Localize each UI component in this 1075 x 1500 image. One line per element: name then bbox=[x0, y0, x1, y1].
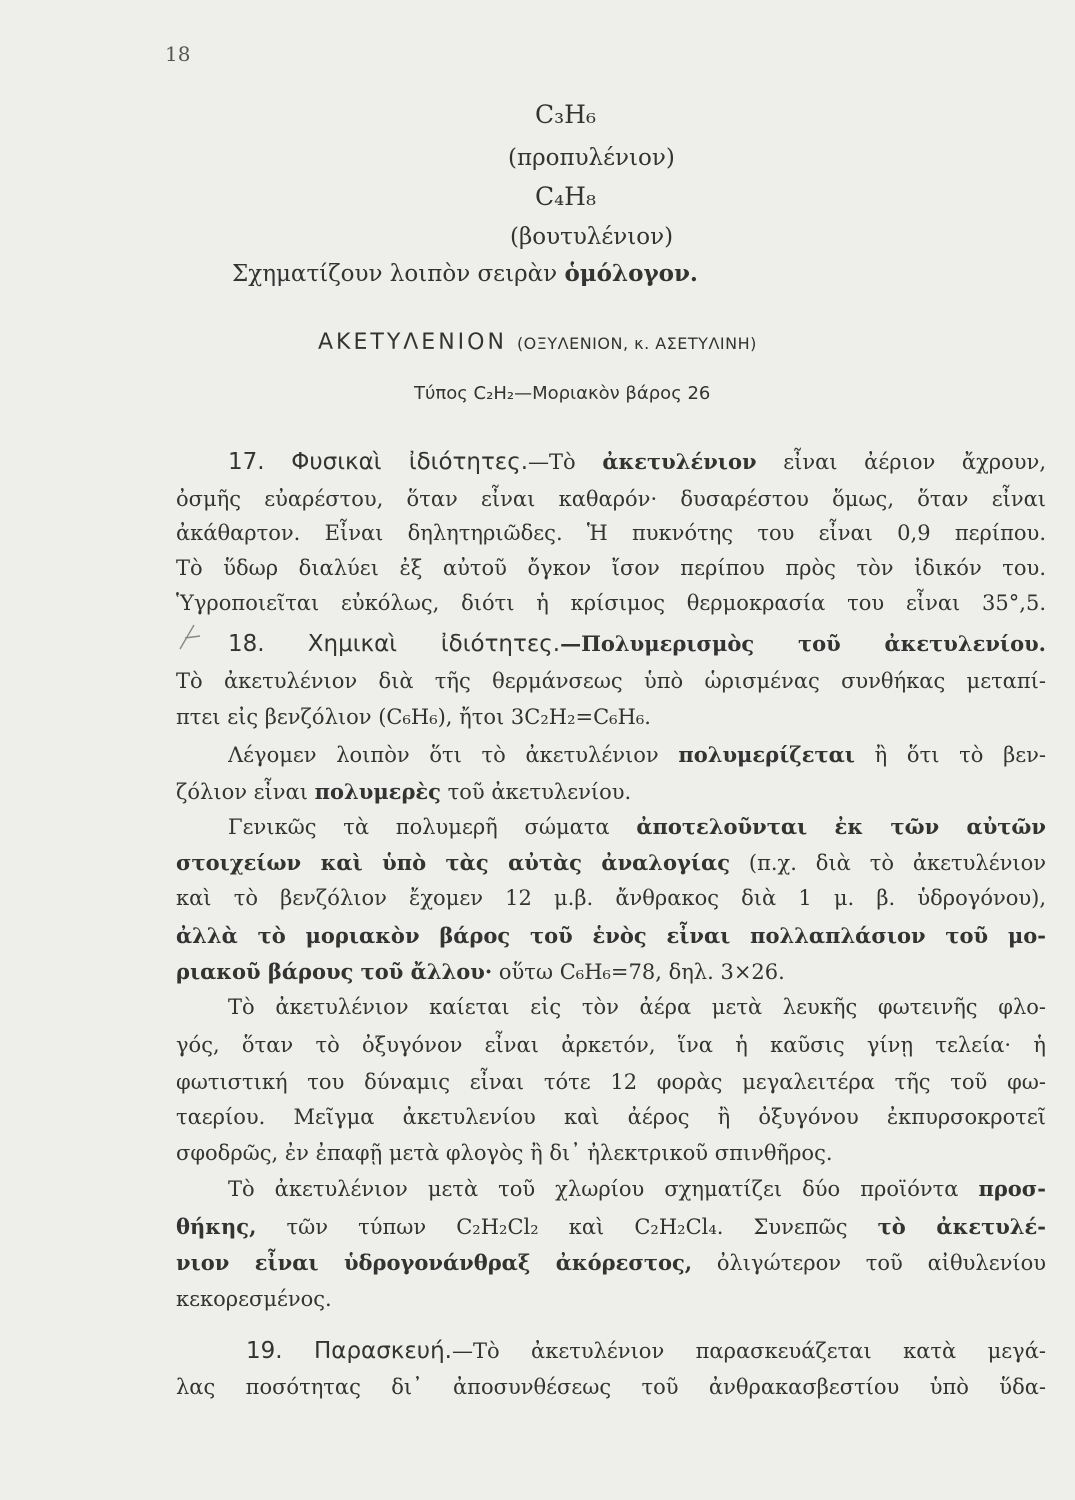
p17-bold: ἀκετυλένιον bbox=[602, 449, 757, 474]
p18-line-19: κεκορεσμένος. bbox=[176, 1287, 332, 1311]
p18-text: Τὸ ἀκετυλένιον μετὰ τοῦ χλωρίου σχηματίζει δύο προϊόντα bbox=[228, 1177, 959, 1201]
p19-line-2: λας ποσότητας δι᾽ ἀποσυνθέσεως τοῦ ἀνθρακασβεστίου ὑπὸ ὕδα- bbox=[176, 1375, 1046, 1399]
p18-subtitle: —Πολυμερισμὸς τοῦ ἀκετυλενίου. bbox=[560, 631, 1046, 656]
butylene-formula: C₄H₈ bbox=[535, 182, 596, 211]
p18-bold: πολυμερίζεται bbox=[678, 742, 855, 767]
p18-text: οὕτω C₆H₆=78, δηλ. 3×26. bbox=[498, 960, 785, 984]
p19-text: —Τὸ ἀκετυλένιον παρασκευάζεται κατὰ μεγά- bbox=[451, 1339, 1046, 1363]
p17-line-4: Τὸ ὕδωρ διαλύει ἐξ αὐτοῦ ὄγκον ἴσον περίπου πρὸς τὸν ἰδικόν του. bbox=[176, 556, 1046, 580]
p18-line-7 bbox=[176, 846, 1046, 880]
p18-bold: τὸ ἀκετυλέ- bbox=[877, 1214, 1046, 1239]
series-bold-term: ὁμόλογον. bbox=[564, 260, 698, 287]
p18-bold: στοιχείων καὶ ὑπὸ τὰς αὐτὰς ἀναλογίας bbox=[176, 850, 731, 875]
p18-line-13: φωτιστική του δύναμις εἶναι τότε 12 φορὰς μεγαλειτέρα τῆς τοῦ φω- bbox=[176, 1070, 1046, 1094]
page-number: 18 bbox=[165, 42, 191, 66]
p18-bold: προσ- bbox=[978, 1176, 1046, 1201]
p18-line-12: γός, ὅταν τὸ ὀξυγόνον εἶναι ἀρκετόν, ἵνα ἡ καῦσις γίνῃ τελεία· ἡ bbox=[176, 1033, 1046, 1057]
p17-text: εἶναι ἀέριον ἄχρουν, bbox=[783, 450, 1046, 474]
homologous-series-sentence bbox=[232, 260, 698, 287]
margin-pencil-mark bbox=[176, 622, 206, 652]
p17-line-2: ὀσμῆς εὐαρέστου, ὅταν εἶναι καθαρόν· δυσαρέστου ὅμως, ὅταν εἶναι bbox=[176, 487, 1046, 511]
p18-text: Γενικῶς τὰ πολυμερῆ σώματα bbox=[228, 815, 610, 839]
p18-text: τοῦ ἀκετυλενίου. bbox=[447, 780, 632, 804]
p17-line-3: ἀκάθαρτον. Εἶναι δηλητηριῶδες. Ἡ πυκνότης του εἶναι 0,9 περίπου. bbox=[176, 521, 1046, 545]
p18-line-1 bbox=[228, 627, 1046, 661]
butylene-name: (βουτυλένιον) bbox=[510, 224, 674, 250]
section-alternates: (ΟΞΥΛΕΝΙΟΝ, κ. ΑΣΕΤΥΛΙΝΗ) bbox=[516, 334, 757, 353]
p18-bold: νιον εἶναι ὑδρογονάνθραξ ἀκόρεστος, bbox=[176, 1250, 693, 1275]
p19-number: 19. bbox=[246, 1338, 283, 1364]
p17-title: Φυσικαὶ ἰδιότητες. bbox=[291, 449, 529, 475]
p18-bold: πολυμερὲς bbox=[314, 779, 441, 804]
propylene-formula: C₃H₆ bbox=[535, 100, 596, 129]
p18-line-17 bbox=[176, 1210, 1046, 1244]
p18-line-15: σφοδρῶς, ἐν ἐπαφῇ μετὰ φλογὸς ἢ δι᾽ ἠλεκτρικοῦ σπινθῆρος. bbox=[176, 1141, 833, 1165]
p17-number: 17. bbox=[228, 449, 265, 475]
p18-number: 18. bbox=[228, 631, 265, 657]
p18-line-4 bbox=[228, 738, 1046, 772]
p18-title: Χημικαὶ ἰδιότητες. bbox=[307, 631, 561, 657]
p19-title: Παρασκευή. bbox=[314, 1338, 452, 1364]
p18-line-10 bbox=[176, 955, 1046, 989]
p18-line-11: Τὸ ἀκετυλένιον καίεται εἰς τὸν ἀέρα μετὰ λευκῆς φωτεινῆς φλο- bbox=[228, 995, 1046, 1019]
p18-line-14: ταερίου. Μεῖγμα ἀκετυλενίου καὶ ἀέρος ἢ ὀξυγόνου ἐκπυρσοκροτεῖ bbox=[176, 1105, 1046, 1129]
p17-line-1 bbox=[228, 445, 1046, 479]
p18-line-9: ἀλλὰ τὸ μοριακὸν βάρος τοῦ ἑνὸς εἶναι πολλαπλάσιον τοῦ μο- bbox=[176, 923, 1046, 948]
propylene-name: (προπυλένιον) bbox=[508, 145, 675, 171]
section-heading bbox=[318, 330, 757, 355]
p17-line-5: Ὑγροποιεῖται εὐκόλως, διότι ἡ κρίσιμος θερμοκρασία του εἶναι 35°,5. bbox=[176, 591, 1046, 615]
p18-line-5 bbox=[176, 775, 1046, 809]
p18-text: ὀλιγώτερον τοῦ αἰθυλενίου bbox=[716, 1251, 1046, 1275]
p18-line-6 bbox=[228, 810, 1046, 844]
p18-text: (π.χ. διὰ τὸ ἀκετυλένιον bbox=[748, 851, 1046, 875]
p17-text: —Τὸ bbox=[528, 450, 576, 474]
p18-bold: θήκης, bbox=[176, 1214, 257, 1239]
p18-text: Λέγομεν λοιπὸν ὅτι τὸ ἀκετυλένιον bbox=[228, 743, 659, 767]
p18-text: ζόλιον εἶναι bbox=[176, 780, 308, 804]
p18-bold: ἀποτελοῦνται ἐκ τῶν αὐτῶν bbox=[636, 814, 1046, 839]
p18-text: τῶν τύπων C₂H₂Cl₂ καὶ C₂H₂Cl₄. Συνεπῶς bbox=[286, 1215, 848, 1239]
p18-line-16 bbox=[228, 1172, 1046, 1206]
p19-line-1 bbox=[246, 1334, 1046, 1368]
p18-line-18 bbox=[176, 1246, 1046, 1280]
section-title: ΑΚΕΤΥΛΕΝΙΟΝ bbox=[318, 330, 507, 355]
p18-line-2: Τὸ ἀκετυλένιον διὰ τῆς θερμάνσεως ὑπὸ ὡρισμένας συνθήκας μεταπί- bbox=[176, 669, 1046, 693]
p18-line-3: πτει εἰς βενζόλιον (C₆H₆), ἤτοι 3C₂H₂=C₆H₆. bbox=[176, 705, 651, 729]
series-text: Σχηματίζουν λοιπὸν σειρὰν bbox=[232, 261, 558, 287]
type-line: Τύπος C₂H₂—Μοριακὸν βάρος 26 bbox=[414, 383, 711, 404]
p18-line-8: καὶ τὸ βενζόλιον ἔχομεν 12 μ.β. ἄνθρακος διὰ 1 μ. β. ὑδρογόνου), bbox=[176, 886, 1046, 910]
p18-bold: ριακοῦ βάρους τοῦ ἄλλου· bbox=[176, 959, 493, 984]
p18-text: ἢ ὅτι τὸ βεν- bbox=[874, 743, 1046, 767]
